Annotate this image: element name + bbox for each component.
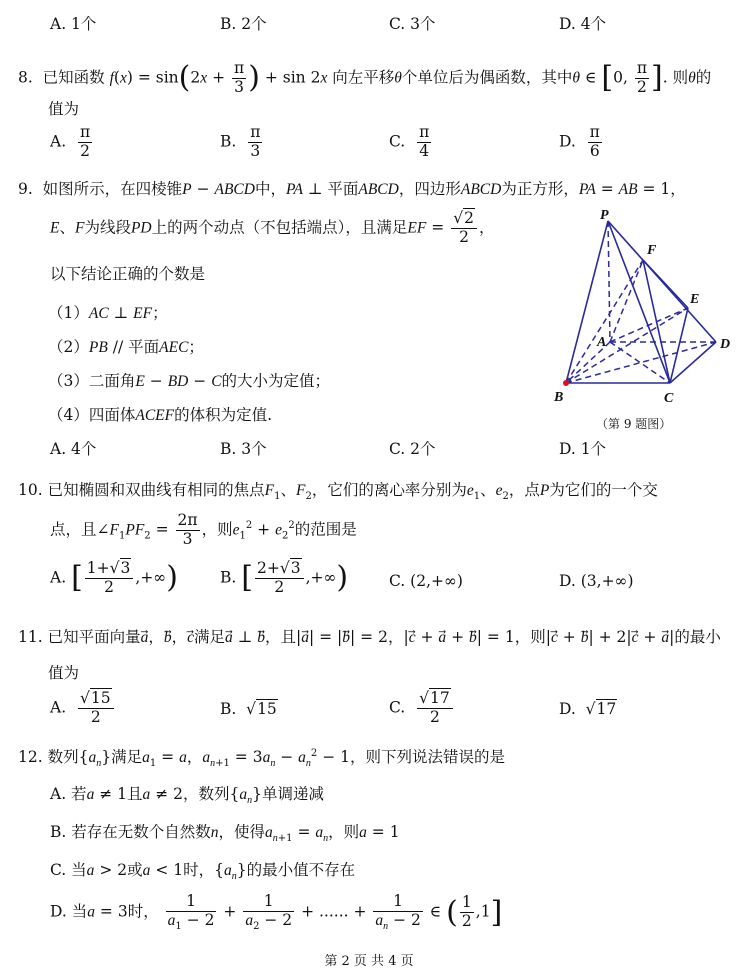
q11-option-d: D. √17 xyxy=(559,700,617,718)
fig-label-f: F xyxy=(647,243,657,258)
q9-option-b: B. 3个 xyxy=(220,440,267,458)
q11-option-b: B. √15 xyxy=(220,700,277,718)
page-footer: 第 2 页 共 4 页 xyxy=(324,954,414,969)
q10-option-d: D. (3,+∞) xyxy=(559,572,634,590)
pyramid-figure xyxy=(548,205,738,415)
q9-line3: 以下结论正确的个数是 xyxy=(50,265,206,283)
q10-line2: 点，且$\angle F_1PF_2$ = $\frac{2\pi}{3}$ ，则$e_1^2 + e_2^2$的范围是 xyxy=(50,511,357,548)
q10-option-c: C. (2,+∞) xyxy=(389,572,463,590)
q9-option-d: D. 1个 xyxy=(559,440,607,458)
q8-option-c: C. $\frac{\pi}{4}$ xyxy=(389,123,430,160)
q12-option-d: D. 当a = 3时， $\frac{1}{a_1 - 2}$ + $\frac{1}{a_2 - 2}$ + ...... + $\frac{1}{a_n - 2}$ ∈ ( $\frac{1}{2}$ ,1] xyxy=(50,892,503,932)
q9-line1: 9. 如图所示，在四棱锥P − ABCD中，PA ⊥ 平面ABCD，四边形ABCD为正方形，PA = AB = 1， xyxy=(18,180,686,198)
q7-option-b: B. 2个 xyxy=(220,15,267,33)
figure-caption: （第 9 题图） xyxy=(596,417,672,431)
q12-option-b: B. 若存在无数个自然数n，使得$a_{n+1} = a_n$，则a = 1 xyxy=(50,823,400,845)
fig-label-e: E xyxy=(690,292,700,307)
q11-option-c: C. $\frac{√17}{2}$ xyxy=(389,690,455,727)
fig-label-a: A xyxy=(597,335,607,350)
q10-option-a: A. [ $\frac{1+√3}{2}$ ,+∞) xyxy=(50,559,178,596)
q7-option-a: A. 1个 xyxy=(50,15,97,33)
q8-line2: 值为 xyxy=(48,100,80,118)
q11-line2: 值为 xyxy=(48,664,80,682)
q7-option-c: C. 3个 xyxy=(389,15,436,33)
fig-label-b: B xyxy=(554,390,564,405)
q9-option-c: C. 2个 xyxy=(389,440,436,458)
q9-statement-2: （2）PB // 平面AEC； xyxy=(48,338,204,356)
q8-option-a: A. $\frac{\pi}{2}$ xyxy=(50,123,91,160)
q9-option-a: A. 4个 xyxy=(50,440,97,458)
q12-option-a: A. 若a ≠ 1且a ≠ 2，数列$\{a_n\}$单调递减 xyxy=(50,785,325,807)
q9-statement-3: （3）二面角E − BD − C的大小为定值； xyxy=(48,372,331,390)
q12-line1: 12. 数列$\{a_n\}$满足$a_1 = a$，$a_{n+1} = 3a_n - a_n^2 - 1$，则下列说法错误的是 xyxy=(18,747,505,770)
q8-option-b: B. $\frac{\pi}{3}$ xyxy=(220,123,261,160)
q10-option-b: B. [ $\frac{2+√3}{2}$ ,+∞) xyxy=(220,559,349,596)
q11-option-a: A. $\frac{√15}{2}$ xyxy=(50,690,116,727)
fig-label-d: D xyxy=(720,337,731,352)
q11-line1: 11. 已知平面向量a⃗，b⃗，c满足a⃗ ⊥ b，且|a⃗| = |b⃗| = 2，|c⃗ + a⃗ + b⃗| = 1，则|c⃗ + b⃗| + 2|c⃗ + a⃗|的最小 xyxy=(18,628,721,646)
q9-line2: E、F为线段PD上的两个动点（不包括端点），且满足EF = $\frac{√2}{2}$ ， xyxy=(50,209,495,246)
q8-option-d: D. $\frac{\pi}{6}$ xyxy=(559,123,600,160)
q12-option-c: C. 当a > 2或a < 1时，$\{a_n\}$的最小值不存在 xyxy=(50,861,356,883)
fig-label-c: C xyxy=(664,391,674,406)
q9-statement-4: （4）四面体ACEF的体积为定值. xyxy=(48,406,273,424)
q8-line1: 8. 已知函数 f(x) = sin(2x + $\frac{\pi}{3}$ ) + sin 2x 向左平移θ个单位后为偶函数，其中θ ∈ [0, $\frac{\pi}{2}$ ]. 则θ的 xyxy=(18,59,712,96)
q7-option-d: D. 4个 xyxy=(559,15,607,33)
q9-statement-1: （1）AC ⊥ EF； xyxy=(48,304,168,322)
fig-label-p: P xyxy=(600,208,609,223)
q10-line1: 10. 已知椭圆和双曲线有相同的焦点$F_1$、$F_2$，它们的离心率分别为$e_1$、$e_2$，点P为它们的一个交 xyxy=(18,481,658,503)
